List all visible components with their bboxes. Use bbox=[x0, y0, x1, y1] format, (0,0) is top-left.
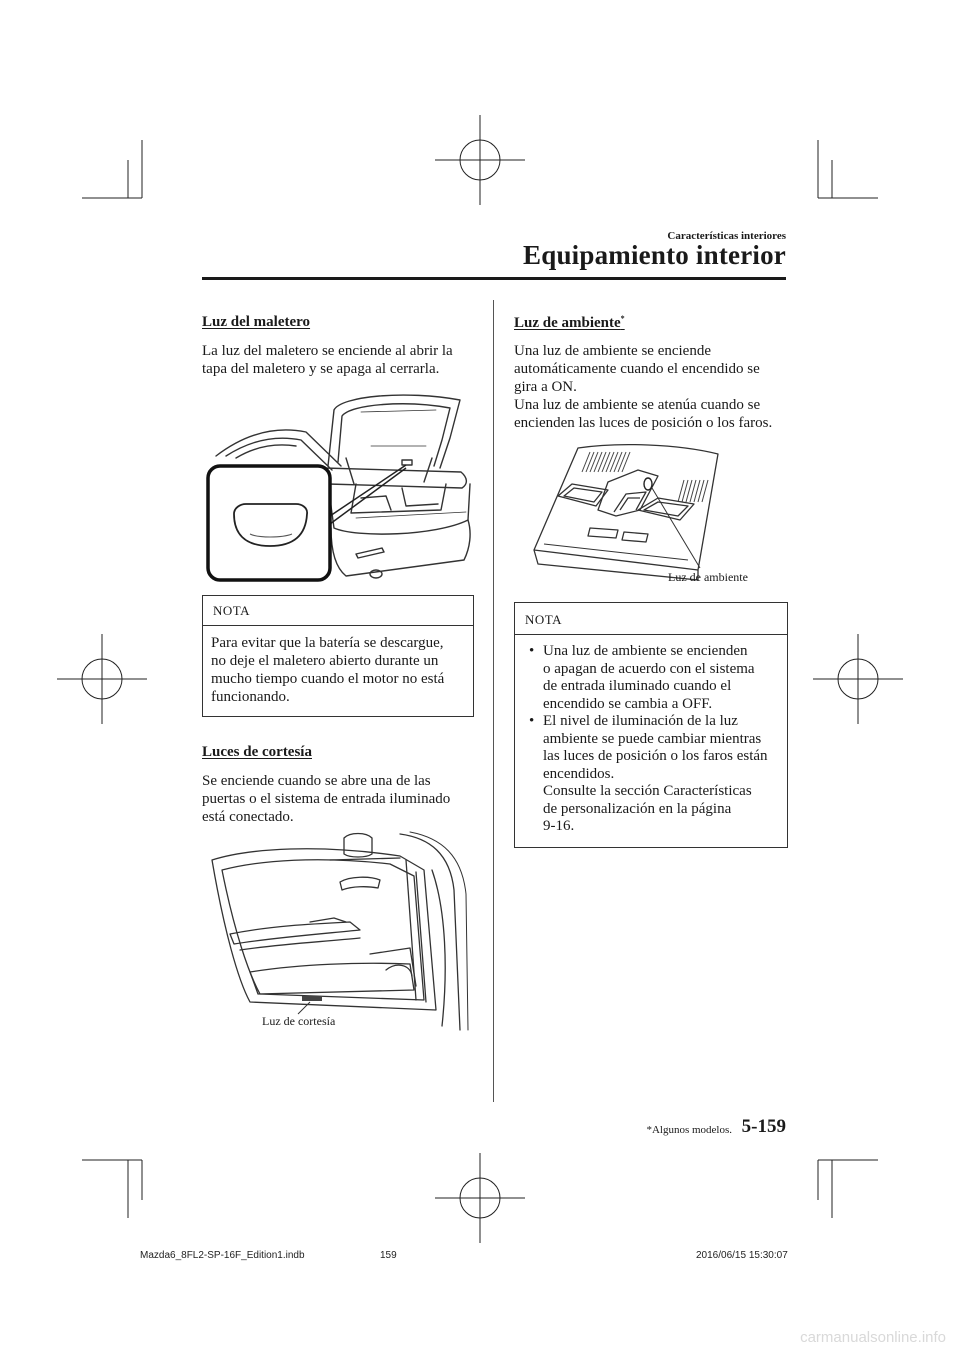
text-line: Una luz de ambiente se encienden bbox=[543, 643, 748, 659]
trunk-light-text bbox=[202, 342, 453, 378]
courtesy-light-text bbox=[202, 772, 450, 826]
text-line: ambiente se puede cambiar mientras bbox=[543, 730, 762, 747]
model-asterisk: * bbox=[620, 314, 625, 323]
ambient-light-caption: Luz de ambiente bbox=[668, 570, 748, 584]
text-line: de entrada iluminado cuando el bbox=[543, 678, 732, 694]
ambient-light-illustration bbox=[528, 440, 728, 580]
courtesy-light-heading: Luces de cortesía bbox=[202, 744, 312, 760]
ambient-light-text bbox=[514, 342, 772, 432]
trunk-light-heading: Luz del maletero bbox=[202, 314, 311, 330]
ambient-light-heading bbox=[514, 314, 625, 332]
trunk-light-illustration bbox=[206, 388, 476, 588]
bullet-icon: • bbox=[529, 643, 535, 659]
text-line: puertas o el sistema de entrada iluminado bbox=[202, 791, 451, 807]
bullet-icon: • bbox=[529, 713, 535, 729]
heading-text: Luz de ambiente bbox=[514, 315, 621, 331]
note-text bbox=[211, 634, 444, 706]
column-divider bbox=[493, 300, 494, 1102]
note-label: NOTA bbox=[213, 603, 251, 618]
text-line: encendidos. bbox=[543, 765, 615, 782]
note-box bbox=[202, 595, 474, 717]
text-line: El nivel de iluminación de la luz bbox=[543, 713, 738, 729]
text-line: encienden las luces de posición o los faros. bbox=[514, 415, 773, 431]
text-line: La luz del maletero se enciende al abrir la bbox=[202, 343, 453, 359]
footnote: *Algunos modelos. bbox=[646, 1124, 732, 1136]
file-name: Mazda6_8FL2-SP-16F_Edition1.indb bbox=[140, 1250, 305, 1261]
bullet-text bbox=[543, 713, 768, 836]
text-line: Se enciende cuando se abre una de las bbox=[202, 773, 431, 789]
text-line: las luces de posición o los faros están bbox=[543, 748, 768, 764]
text-line: encendido se cambia a OFF. bbox=[543, 695, 713, 712]
text-line: funcionando. bbox=[211, 689, 290, 705]
text-line: o apagan de acuerdo con el sistema bbox=[543, 660, 755, 677]
text-line: de personalización en la página bbox=[543, 800, 732, 817]
courtesy-light-caption: Luz de cortesía bbox=[262, 1014, 336, 1028]
page-number: 5-159 bbox=[741, 1116, 786, 1137]
section-subtitle: Características interiores bbox=[667, 230, 786, 242]
text-line: Para evitar que la batería se descargue, bbox=[211, 635, 444, 651]
watermark: carmanualsonline.info bbox=[800, 1329, 946, 1346]
note-divider bbox=[515, 634, 787, 635]
text-line: Una luz de ambiente se enciende bbox=[514, 343, 711, 359]
text-line: mucho tiempo cuando el motor no está bbox=[211, 671, 445, 687]
note-divider bbox=[203, 625, 473, 626]
note-label: NOTA bbox=[525, 612, 563, 627]
note-box-ambient bbox=[514, 602, 788, 848]
text-line: está conectado. bbox=[202, 809, 294, 825]
page-title: Equipamiento interior bbox=[523, 240, 786, 270]
file-page: 159 bbox=[380, 1250, 397, 1261]
text-line: 9-16. bbox=[543, 818, 575, 834]
courtesy-light-illustration bbox=[210, 830, 470, 1030]
print-timestamp: 2016/06/15 15:30:07 bbox=[696, 1250, 788, 1261]
text-line: automáticamente cuando el encendido se bbox=[514, 361, 760, 377]
text-line: Consulte la sección Características bbox=[543, 783, 752, 799]
text-line: gira a ON. bbox=[514, 379, 577, 395]
text-line: Una luz de ambiente se atenúa cuando se bbox=[514, 397, 761, 413]
header-rule bbox=[202, 277, 786, 280]
text-line: tapa del maletero y se apaga al cerrarla. bbox=[202, 361, 440, 377]
bullet-text bbox=[543, 643, 755, 713]
text-line: no deje el maletero abierto durante un bbox=[211, 653, 439, 669]
